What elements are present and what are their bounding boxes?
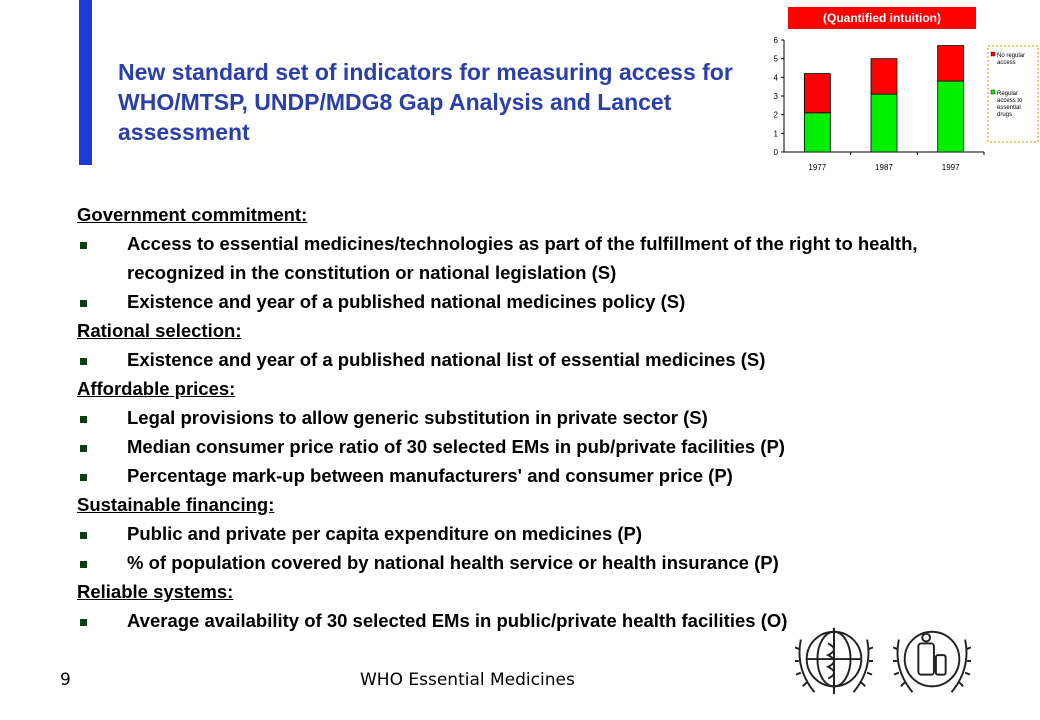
y-tick-label: 6 — [773, 36, 778, 45]
list-item — [77, 287, 1017, 316]
bar-segment — [938, 46, 964, 81]
footer-text: WHO Essential Medicines — [360, 670, 575, 690]
access-chart — [760, 32, 1040, 182]
legend-label: No regular access — [997, 53, 1026, 66]
legend-label: Regular access to essential drugs — [997, 91, 1023, 118]
list-item-text: Legal provisions to allow generic substitution in private sector (S) — [127, 407, 708, 428]
list-item — [77, 345, 1017, 374]
y-tick-label: 1 — [773, 129, 778, 139]
section-heading: Reliable systems: — [77, 581, 234, 602]
list-item — [77, 403, 1017, 432]
list-item-text: Percentage mark-up between manufacturers' and consumer price (P) — [127, 465, 733, 486]
bullet-icon — [77, 606, 127, 635]
accent-bar — [79, 0, 92, 165]
section-heading: Government commitment: — [77, 204, 308, 225]
bar-segment — [871, 59, 897, 94]
bullet-icon — [77, 548, 127, 577]
bullet-icon — [77, 432, 127, 461]
bullet-icon — [77, 519, 127, 548]
list-item — [77, 606, 1017, 635]
bar-segment — [804, 113, 830, 152]
y-tick-label: 4 — [773, 73, 778, 83]
bar-segment — [938, 81, 964, 152]
bullet-icon — [77, 287, 127, 316]
section-heading: Affordable prices: — [77, 378, 236, 399]
indicator-list — [77, 200, 1017, 635]
bar-segment — [804, 74, 830, 113]
slide-title: New standard set of indicators for measuring access for WHO/MTSP, UNDP/MDG8 Gap Analysis and Lancet assessment — [118, 59, 733, 145]
list-item-text: Public and private per capita expenditure on medicines (P) — [127, 523, 643, 544]
list-item-text: Average availability of 30 selected EMs in public/private health facilities (O) — [127, 610, 788, 631]
quantified-intuition-tag: (Quantified intuition) — [788, 7, 976, 29]
who-emblem-icon — [795, 620, 873, 702]
list-item-text: Access to essential medicines/technologies as part of the fulfillment of the right to health, recognized in the constitution or national legislation (S) — [127, 233, 918, 283]
list-item-text: Existence and year of a published national list of essential medicines (S) — [127, 349, 766, 370]
y-tick-label: 0 — [773, 148, 778, 157]
list-item — [77, 548, 1017, 577]
legend-swatch — [991, 90, 995, 94]
list-item — [77, 461, 1017, 490]
slide-number: 9 — [60, 670, 71, 690]
x-tick-label: 1987 — [875, 163, 893, 172]
y-tick-label: 2 — [773, 110, 778, 120]
list-item — [77, 432, 1017, 461]
section-heading: Rational selection: — [77, 320, 242, 341]
bullet-icon — [77, 461, 127, 490]
bullet-icon — [77, 229, 127, 258]
list-item — [77, 519, 1017, 548]
section-heading: Sustainable financing: — [77, 494, 275, 515]
bar-segment — [871, 94, 897, 152]
list-item-text: Median consumer price ratio of 30 selected EMs in pub/private facilities (P) — [127, 436, 785, 457]
y-tick-label: 3 — [773, 92, 778, 101]
y-tick-label: 5 — [773, 54, 778, 64]
bullet-icon — [77, 345, 127, 374]
x-tick-label: 1977 — [808, 163, 827, 172]
list-item — [77, 229, 1017, 287]
list-item-text: % of population covered by national health service or health insurance (P) — [127, 552, 779, 573]
list-item-text: Existence and year of a published national medicines policy (S) — [127, 291, 686, 312]
bullet-icon — [77, 403, 127, 432]
essential-medicines-emblem-icon — [893, 620, 971, 702]
legend-swatch — [991, 52, 995, 56]
x-tick-label: 1997 — [941, 163, 960, 172]
